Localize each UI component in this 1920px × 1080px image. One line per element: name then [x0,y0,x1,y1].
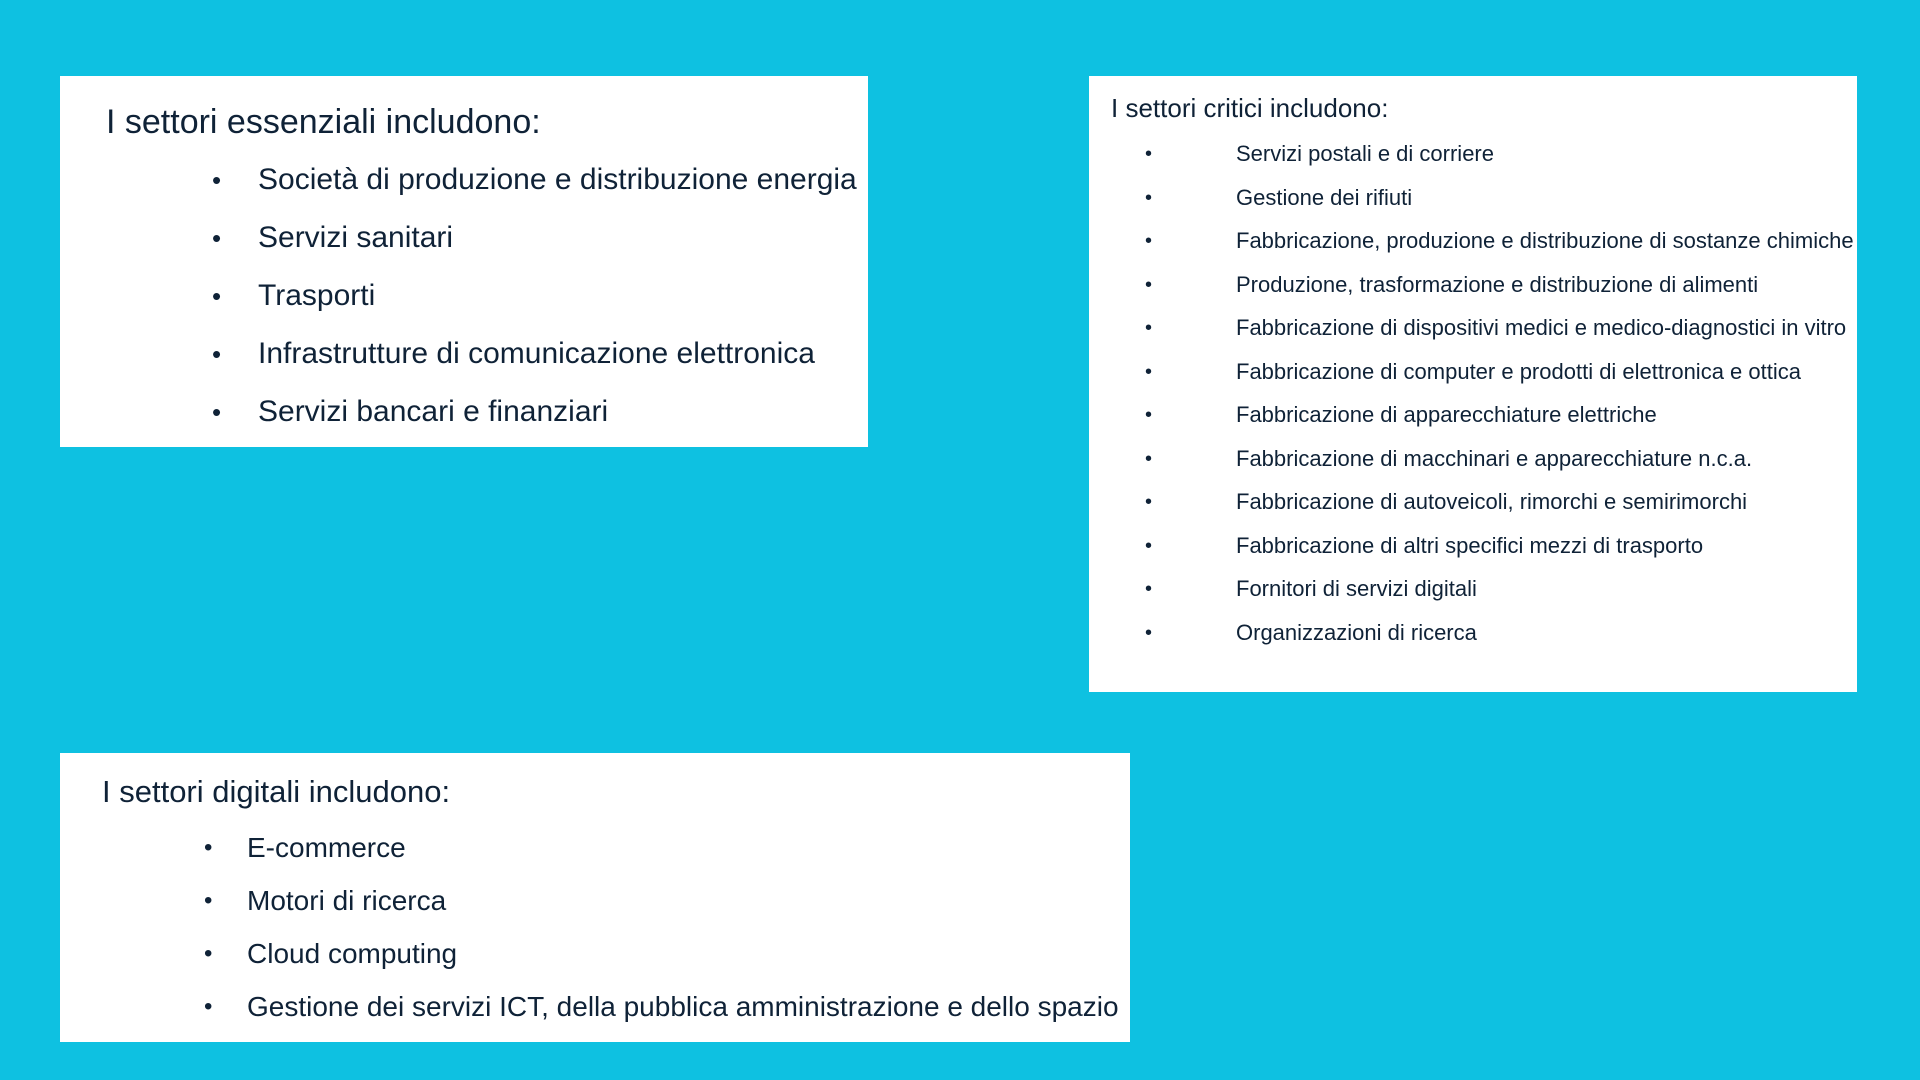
list-item-label: Fabbricazione di dispositivi medici e medico-diagnostici in vitro [1236,315,1847,340]
list-item [1145,532,1854,560]
bullet-icon: • [1145,186,1153,209]
list-item [1145,488,1854,516]
bullet-icon: • [204,993,213,1020]
bullet-icon: • [212,281,222,311]
bullet-icon: • [1145,273,1153,296]
critical-sectors-panel [1089,76,1857,692]
essential-sectors-panel [60,76,868,447]
bullet-icon: • [1145,230,1153,252]
list-item-label: Fabbricazione, produzione e distribuzione di sostanze chimiche [1236,228,1854,253]
list-item [1145,401,1854,429]
digital-sectors-title: I settori digitali includono: [102,774,451,809]
digital-sectors-list [144,831,1119,1024]
list-item [144,990,1119,1024]
list-item [144,937,1119,971]
bullet-icon: • [1145,447,1153,470]
list-item [1145,445,1854,473]
list-item-label: Fabbricazione di autoveicoli, rimorchi e semirimorchi [1236,489,1748,514]
list-item [144,831,1119,865]
bullet-icon: • [212,165,222,195]
list-item-label: Società di produzione e distribuzione energia [258,163,857,196]
bullet-icon: • [212,397,222,427]
list-item-label: Gestione dei rifiuti [1236,184,1413,210]
bullet-icon: • [1145,404,1153,426]
bullet-icon: • [1145,143,1153,165]
list-item-label: E-commerce [247,832,406,863]
bullet-icon: • [204,940,213,967]
list-item-label: Organizzazioni di ricerca [1236,619,1477,645]
essential-sectors-list [150,162,857,430]
list-item [1145,271,1854,299]
list-item-label: Servizi bancari e finanziari [258,395,609,428]
list-item [144,884,1119,918]
list-item [1145,358,1854,386]
list-item [1145,227,1854,255]
list-item [1145,184,1854,212]
critical-sectors-title: I settori critici includono: [1111,93,1389,123]
bullet-icon: • [1145,578,1153,600]
list-item-label: Gestione dei servizi ICT, della pubblica amministrazione e dello spazio [247,991,1119,1022]
list-item [1145,575,1854,603]
list-item-label: Fabbricazione di computer e prodotti di elettronica e ottica [1236,358,1801,384]
list-item-label: Fornitori di servizi digitali [1236,576,1477,601]
essential-sectors-title: I settori essenziali includono: [106,103,541,141]
list-item [1145,619,1854,647]
list-item [1145,140,1854,168]
list-item-label: Servizi sanitari [258,221,454,254]
list-item-label: Fabbricazione di macchinari e apparecchiature n.c.a. [1236,445,1753,471]
critical-sectors-list [1145,140,1854,647]
list-item [150,162,857,198]
bullet-icon: • [212,339,222,369]
bullet-icon: • [204,834,213,861]
list-item [150,336,857,372]
bullet-icon: • [1145,621,1153,644]
digital-sectors-panel [60,753,1130,1042]
list-item-label: Produzione, trasformazione e distribuzione di alimenti [1236,271,1759,297]
list-item-label: Fabbricazione di apparecchiature elettriche [1236,402,1657,427]
list-item [1145,314,1854,342]
list-item [150,220,857,256]
bullet-icon: • [1145,317,1153,339]
list-item-label: Motori di ricerca [247,885,447,916]
bullet-icon: • [212,223,222,253]
list-item-label: Infrastrutture di comunicazione elettronica [258,337,815,370]
bullet-icon: • [1145,534,1153,557]
bullet-icon: • [204,887,213,914]
bullet-icon: • [1145,360,1153,383]
list-item [150,394,857,430]
list-item [150,278,857,314]
list-item-label: Trasporti [258,279,376,312]
list-item-label: Cloud computing [247,938,458,969]
list-item-label: Servizi postali e di corriere [1236,141,1494,166]
bullet-icon: • [1145,491,1153,513]
list-item-label: Fabbricazione di altri specifici mezzi di trasporto [1236,532,1704,558]
